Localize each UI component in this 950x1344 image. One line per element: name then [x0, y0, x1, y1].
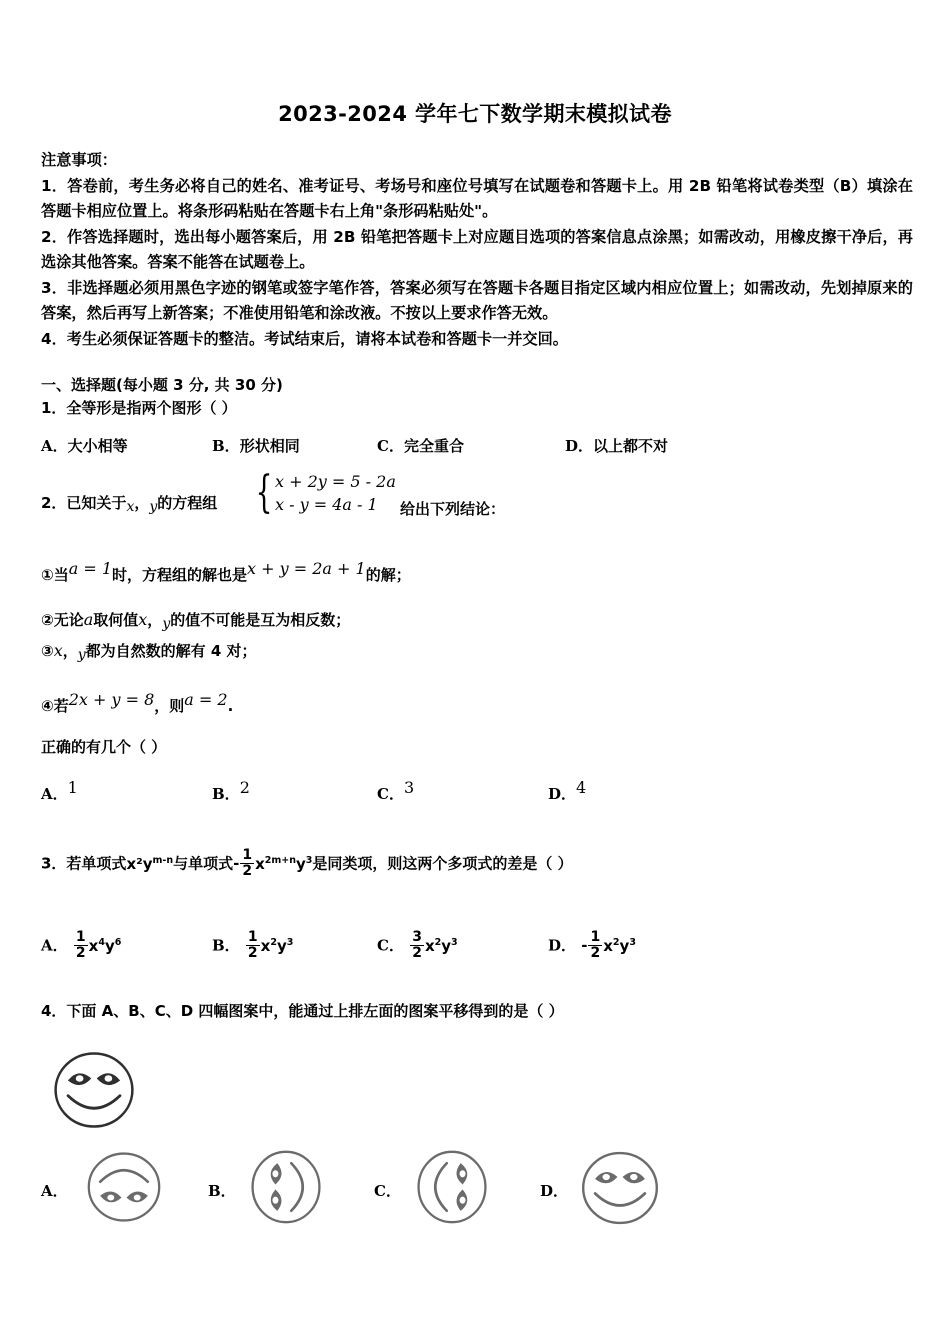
q2-c1-eq: x + y = 2a + 1	[247, 559, 366, 578]
q4-option-b[interactable]	[242, 1142, 330, 1236]
q3-option-d-label: D．	[548, 936, 577, 955]
notice-heading: 注意事项：	[41, 151, 117, 169]
q2-ask: 正确的有几个（ ）	[41, 738, 167, 756]
q4-option-a-label: A．	[41, 1182, 68, 1200]
q3-fraction-one-half: $\frac{1}{2}$	[242, 847, 253, 879]
q3-minus-sign: -	[233, 854, 240, 873]
q2-equation-2: x - y = 4a - 1	[275, 495, 378, 514]
q3-option-c-fraction: $\frac{3}{2}$	[412, 929, 422, 961]
smiley-face-upright-icon	[46, 1040, 142, 1140]
smiley-face-rotated-180-icon	[80, 1142, 168, 1232]
q2-stem-mid: 的方程组	[157, 494, 218, 512]
question-3-stem	[41, 848, 573, 878]
q4-reference-figure	[46, 1040, 142, 1144]
q2-option-b-value: 2	[239, 778, 250, 797]
q1-option-d-label: D．	[565, 437, 594, 455]
q2-option-b[interactable]	[212, 778, 250, 804]
q2-conclusion-2	[41, 609, 350, 632]
q3-stem-post: 是同类项，则这两个多项式的差是（ ）	[312, 854, 573, 873]
q2-c2-pre: ②无论	[41, 611, 84, 629]
q2-c4-eq: 2x + y = 8	[68, 690, 155, 709]
q2-c3-comma: ，	[62, 642, 78, 660]
q3-monomial-1: $x^2y^{m-n}$	[126, 854, 174, 873]
q2-c2-y: y	[162, 616, 171, 632]
q2-c3-mark: ③	[41, 642, 54, 660]
q4-option-d-label: D．	[540, 1182, 569, 1200]
notice-line-4: 4．考生必须保证答题卡的整洁。考试结束后，请将本试卷和答题卡一并交回。	[41, 329, 568, 348]
q1-option-a[interactable]	[41, 435, 128, 456]
smiley-face-rotated-90-ccw-icon	[242, 1142, 330, 1232]
q2-c4-post: .	[227, 697, 234, 715]
q3-monomial-2: $x^{2m+n}y^3$	[255, 854, 313, 873]
question-1-stem: 1．全等形是指两个图形（ ）	[41, 399, 237, 417]
q2-c2-comma: ，	[147, 611, 163, 629]
q2-option-c-label: C．	[377, 785, 404, 803]
q2-c1-mid: 时，方程组的解也是	[112, 566, 248, 584]
q1-option-d[interactable]	[565, 435, 668, 456]
q3-option-a-expr: $x^4y^6$	[88, 936, 122, 955]
q2-conclusion-4	[41, 690, 233, 716]
q2-stem-post: 给出下列结论：	[400, 500, 506, 518]
q3-option-b[interactable]	[212, 930, 293, 960]
q2-equations	[275, 470, 396, 516]
q2-option-d-label: D．	[548, 785, 577, 803]
q3-option-a[interactable]	[41, 930, 121, 960]
q2-conclusion-3	[41, 640, 257, 663]
question-2-stem	[41, 492, 217, 515]
q2-comma: ，	[134, 494, 150, 512]
q3-option-d-sign: -	[581, 936, 588, 955]
q2-option-c[interactable]	[377, 778, 414, 804]
q2-c1-cond: a = 1	[68, 559, 112, 578]
page-title: 2023-2024 学年七下数学期末模拟试卷	[278, 102, 672, 126]
q2-equation-1: x + 2y = 5 - 2a	[275, 472, 396, 491]
q2-c4-res: a = 2	[184, 690, 228, 709]
q2-c1-post: 的解；	[365, 566, 411, 584]
q4-option-a[interactable]	[80, 1142, 168, 1236]
q3-option-b-fraction: $\frac{1}{2}$	[247, 929, 258, 961]
q2-var-y: y	[149, 499, 158, 515]
q2-c4-mid: ，则	[154, 697, 185, 715]
q2-c3-text: 都为自然数的解有 4 对；	[85, 642, 257, 660]
q2-option-d-value: 4	[576, 778, 587, 797]
q2-c2-post: 的值不可能是互为相反数；	[170, 611, 351, 629]
q3-option-b-label: B．	[212, 936, 240, 955]
q3-option-a-fraction: $\frac{1}{2}$	[75, 929, 86, 961]
q2-stem-pre: 2．已知关于	[41, 494, 127, 512]
q2-option-c-value: 3	[403, 778, 415, 797]
notice-line-3: 3．非选择题必须用黑色字迹的钢笔或签字笔作答，答案必须写在答题卡各题目指定区域内相应位置上；如需改动，先划掉原来的答案，然后再写上新答案；不准使用铅笔和涂改液。不按以上要求作答无效。	[41, 278, 913, 322]
q3-option-d-expr: $x^2y^3$	[603, 936, 636, 955]
notice-block	[41, 148, 913, 352]
notice-line-2: 2．作答选择题时，选出每小题答案后，用 2B 铅笔把答题卡上对应题目选项的答案信息点涂黑；如需改动，用橡皮擦干净后，再选涂其他答案。答案不能答在试题卷上。	[41, 227, 913, 271]
q3-option-c[interactable]	[377, 930, 458, 960]
q1-option-c-label: C．	[377, 437, 404, 455]
q2-c3-x: x	[53, 641, 63, 660]
smiley-face-rotated-90-cw-icon	[408, 1142, 496, 1232]
q1-option-b-text: 形状相同	[239, 437, 300, 455]
q2-c3-y: y	[77, 647, 86, 663]
notice-line-1: 1．答卷前，考生务必将自己的姓名、准考证号、考场号和座位号填写在试题卷和答题卡上。用 2B 铅笔将试卷类型（B）填涂在答题卡相应位置上。将条形码粘贴在答题卡右上角"条形码粘贴处"。	[41, 176, 913, 220]
q3-option-c-label: C．	[377, 936, 404, 955]
brace-icon: {	[255, 467, 273, 518]
q3-option-c-expr: $x^2y^3$	[424, 936, 458, 955]
q2-c2-x: x	[138, 610, 148, 629]
q4-option-c-label: C．	[374, 1182, 401, 1200]
q1-option-b[interactable]	[212, 435, 300, 456]
q3-option-b-expr: $x^2y^3$	[260, 936, 294, 955]
q3-option-a-label: A．	[41, 936, 68, 955]
q3-option-d-fraction: $\frac{1}{2}$	[590, 929, 601, 961]
q1-option-d-text: 以上都不对	[593, 437, 669, 455]
q2-c2-mid: 取何值	[93, 611, 139, 629]
q2-equation-system	[250, 467, 396, 518]
q2-c2-a: a	[83, 610, 94, 629]
q2-c4-pre: ④若	[41, 697, 69, 715]
q2-conclusion-1	[41, 559, 411, 585]
q3-stem-mid: 与单项式	[173, 854, 234, 873]
q2-option-b-label: B．	[212, 785, 240, 803]
question-4-stem: 4．下面 A、B、C、D 四幅图案中，能通过上排左面的图案平移得到的是（ ）	[41, 1002, 564, 1020]
q2-option-d[interactable]	[548, 778, 586, 804]
q2-var-x: x	[126, 499, 135, 515]
q2-option-a[interactable]	[41, 778, 78, 804]
q3-stem-pre: 3．若单项式	[41, 854, 127, 873]
q1-option-a-text: 大小相等	[67, 437, 128, 455]
q4-option-b-label: B．	[208, 1182, 236, 1200]
q4-option-c[interactable]	[408, 1142, 496, 1236]
smiley-face-upright-option-icon	[574, 1142, 666, 1234]
q1-option-a-label: A．	[41, 437, 68, 455]
q1-option-c[interactable]	[377, 435, 464, 456]
q1-option-b-label: B．	[212, 437, 240, 455]
q2-c1-pre: ①当	[41, 566, 69, 584]
section-heading-choice: 一、选择题(每小题 3 分, 共 30 分)	[41, 376, 283, 394]
smiley-eyes	[69, 1074, 119, 1084]
q2-option-a-label: A．	[41, 785, 68, 803]
q2-option-a-value: 1	[67, 778, 78, 797]
q3-option-d[interactable]	[548, 930, 636, 960]
q1-option-c-text: 完全重合	[403, 437, 464, 455]
q4-option-d[interactable]	[574, 1142, 666, 1238]
